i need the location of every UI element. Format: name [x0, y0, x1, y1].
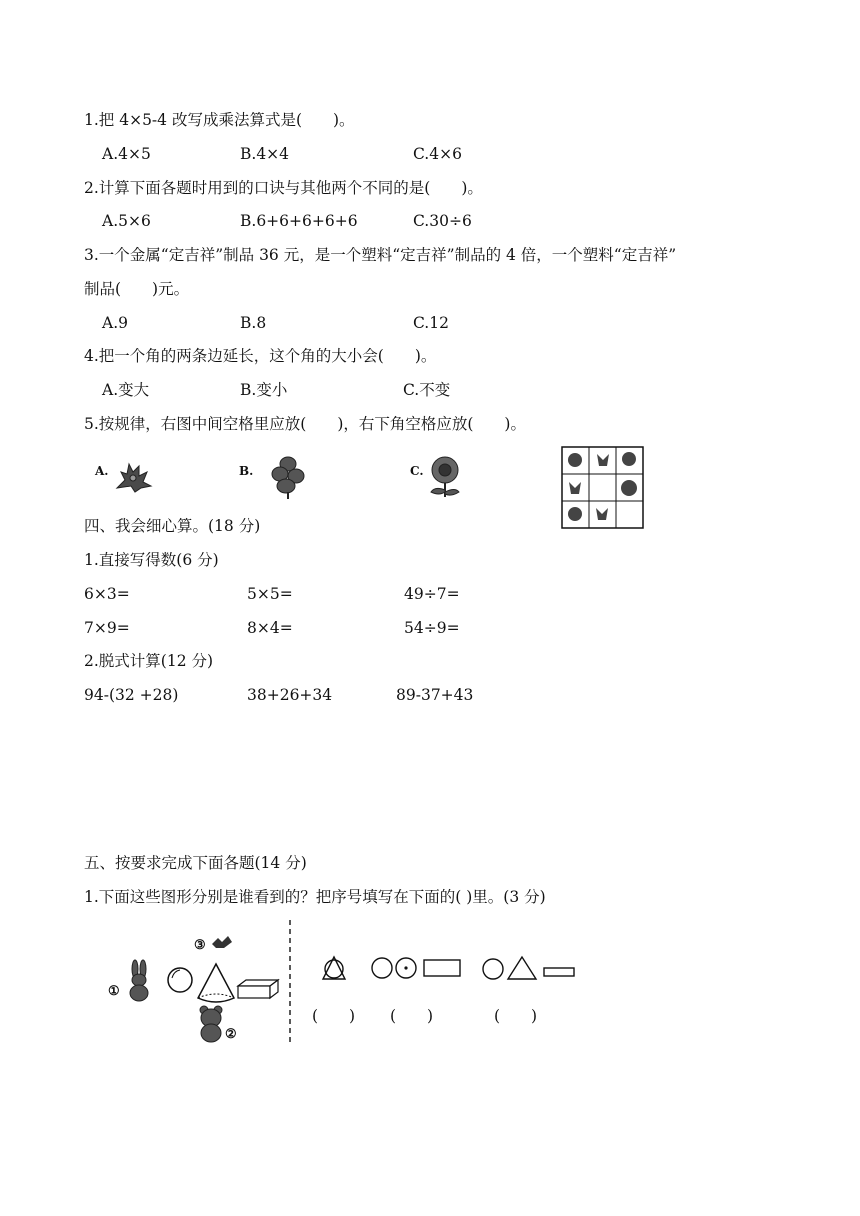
section4-title: 四、我会细心算。(18 分) — [84, 517, 261, 535]
view-circles-rectangle-icon — [370, 956, 464, 982]
q3-stem-line1: 3.一个金属“定吉祥”制品 36 元，是一个塑料“定吉祥”制品的 4 倍，一个塑料“定吉祥” — [84, 246, 677, 264]
section4-sub2: 2.脱式计算(12 分) — [84, 652, 214, 670]
observer-label-2: ② — [225, 1027, 237, 1042]
q4-option-b: B.变小 — [240, 381, 288, 399]
q2-option-a: A.5×6 — [102, 212, 151, 230]
answer-blank-3[interactable]: ( ) — [494, 1007, 538, 1025]
q3-option-b: B.8 — [240, 314, 267, 332]
q5-option-a: A. — [95, 464, 109, 478]
q4-stem: 4.把一个角的两条边延长，这个角的大小会( )。 — [84, 347, 437, 365]
section5-title: 五、按要求完成下面各题(14 分) — [84, 854, 307, 872]
q3-option-c: C.12 — [413, 314, 449, 332]
q4-option-a: A.变大 — [102, 381, 150, 399]
observer-label-3: ③ — [194, 938, 206, 953]
answer-blank-2[interactable]: ( ) — [390, 1007, 434, 1025]
chrysanthemum-icon — [425, 454, 467, 498]
q2-option-b: B.6+6+6+6+6 — [240, 212, 358, 230]
cone-icon — [196, 962, 238, 1004]
calc-item: 94-(32 +28) — [84, 686, 179, 704]
q3-stem-line2: 制品( )元。 — [84, 280, 190, 298]
view-circle-triangle-bar-icon — [480, 954, 578, 982]
bird-icon — [210, 934, 234, 950]
calc-item: 6×3= — [84, 585, 130, 603]
section5-sub1: 1.下面这些图形分别是谁看到的？把序号填写在下面的( )里。(3 分) — [84, 888, 546, 906]
calc-item: 5×5= — [247, 585, 293, 603]
q3-option-a: A.9 — [102, 314, 128, 332]
q5-option-b: B. — [239, 464, 254, 478]
q1-option-b: B.4×4 — [240, 145, 290, 163]
q5-option-c: C. — [410, 464, 424, 478]
bear-icon — [198, 1004, 226, 1042]
calc-item: 7×9= — [84, 619, 130, 637]
q1-option-a: A.4×5 — [102, 145, 151, 163]
section4-sub1: 1.直接写得数(6 分) — [84, 551, 219, 569]
q1-option-c: C.4×6 — [413, 145, 462, 163]
q2-stem: 2.计算下面各题时用到的口诀与其他两个不同的是( )。 — [84, 179, 483, 197]
dashed-divider — [288, 920, 292, 1044]
observer-label-1: ① — [108, 984, 120, 999]
view-triangle-circle-icon — [318, 954, 352, 982]
calc-item: 49÷7= — [404, 585, 460, 603]
cuboid-icon — [236, 978, 280, 1000]
calc-item: 89-37+43 — [396, 686, 474, 704]
calc-item: 38+26+34 — [247, 686, 333, 704]
calc-item: 54÷9= — [404, 619, 460, 637]
leafy-flower-icon — [268, 452, 308, 500]
q1-stem: 1.把 4×5-4 改写成乘法算式是( )。 — [84, 111, 355, 129]
sphere-icon — [166, 966, 196, 996]
rabbit-icon — [124, 960, 154, 1002]
coral-flower-icon — [113, 458, 155, 494]
flower-pattern-grid — [561, 446, 645, 530]
q4-option-c: C.不变 — [403, 381, 451, 399]
q2-option-c: C.30÷6 — [413, 212, 472, 230]
q5-stem: 5.按规律，右图中间空格里应放( )，右下角空格应放( )。 — [84, 415, 526, 433]
answer-blank-1[interactable]: ( ) — [312, 1007, 356, 1025]
calc-item: 8×4= — [247, 619, 293, 637]
